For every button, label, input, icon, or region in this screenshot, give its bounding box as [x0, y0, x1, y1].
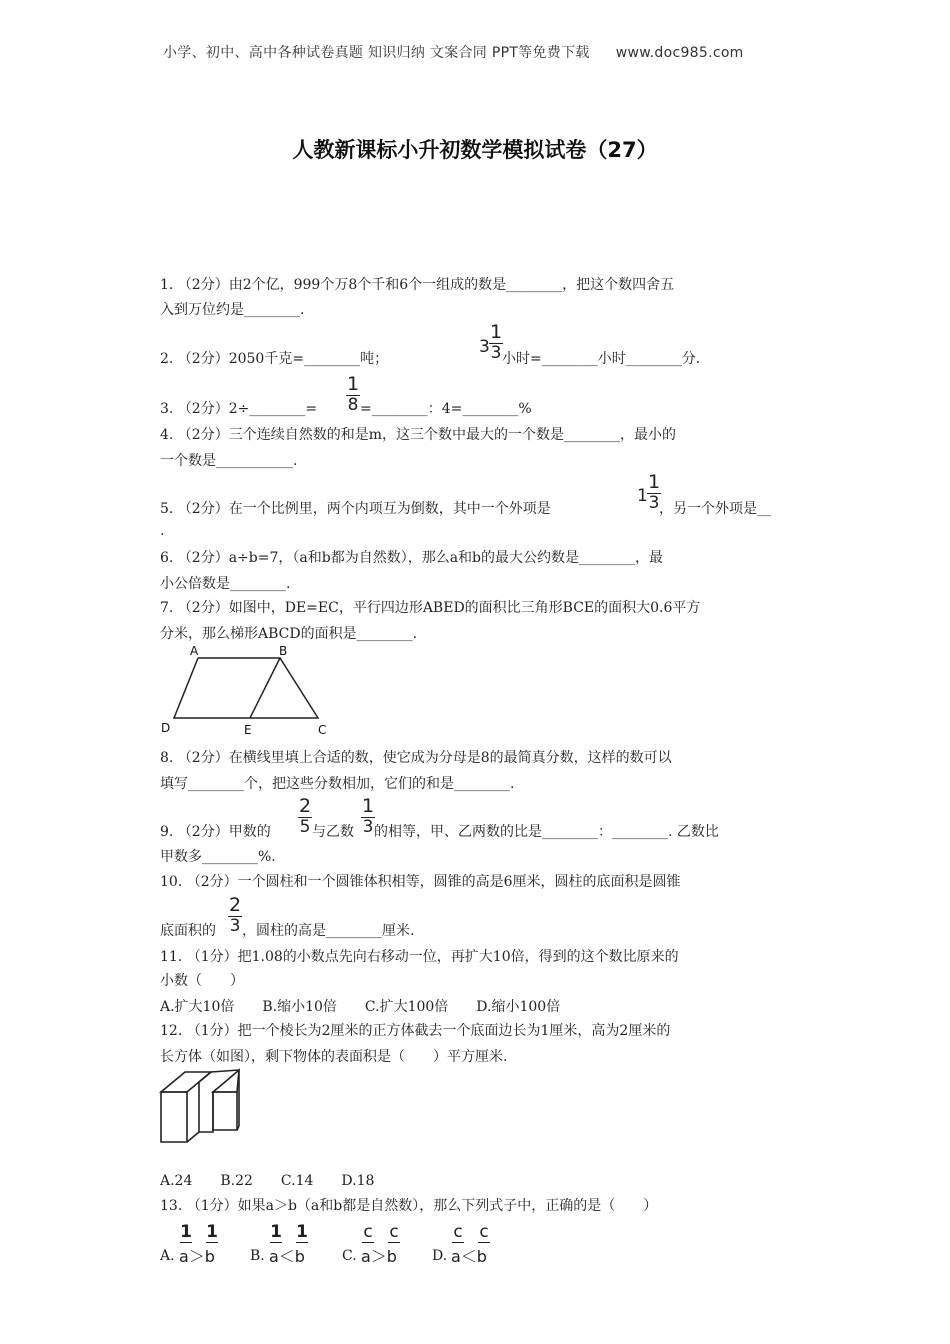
q9-fraction-2: [361, 797, 375, 836]
q10-part-a: 底面积的: [160, 923, 216, 939]
label-c: C: [318, 723, 327, 737]
header-text: 小学、初中、高中各种试卷真题 知识归纳 文案合同 PPT等免费下载: [163, 45, 590, 61]
q10-fraction: [228, 896, 242, 935]
q12-cube-figure: [158, 1066, 244, 1146]
q10-num: 2: [229, 894, 242, 916]
cube-top-back-edge: [211, 1070, 239, 1072]
q13-b-expr: a＜b: [269, 1247, 305, 1266]
q3-part-b: =________：4=________%: [360, 401, 532, 417]
q7-line2: 分米，那么梯形ABCD的面积是________.: [160, 626, 418, 642]
q10-den: 3: [229, 916, 241, 936]
q5-den: 3: [648, 493, 660, 513]
q3-den: 8: [347, 395, 359, 415]
q9-part-b: 与乙数: [312, 824, 354, 840]
q9-f1-num: 2: [299, 795, 312, 817]
cube-cut-inner-edge: [199, 1072, 211, 1132]
q12-options: A.24 B.22 C.14 D.18: [160, 1173, 375, 1189]
q9-part-c: 的相等，甲、乙两数的比是________：________. 乙数比: [374, 824, 719, 840]
q6-line2: 小公倍数是________.: [160, 576, 291, 592]
cube-left-front-face: [161, 1092, 187, 1142]
q10-line1: 10. （2分）一个圆柱和一个圆锥体积相等，圆锥的高是6厘米，圆柱的底面积是圆锥: [160, 874, 681, 890]
label-d: D: [161, 721, 171, 735]
q13-c-num2: c: [389, 1222, 399, 1242]
q12-line2: 长方体（如图），剩下物体的表面积是（ ）平方厘米.: [160, 1049, 508, 1065]
q13-d-num1: c: [453, 1222, 463, 1242]
label-b: B: [279, 644, 288, 658]
q7-trapezoid-figure: [158, 642, 338, 738]
segment-be: [250, 658, 280, 718]
q13-options: [160, 1218, 680, 1268]
q11-options: A.扩大10倍 B.缩小10倍 C.扩大100倍 D.缩小100倍: [160, 999, 561, 1015]
q5-num: 1: [648, 471, 661, 493]
cube-right-top-face: [213, 1070, 239, 1092]
q13-line: 13. （1分）如果a＞b（a和b都是自然数），那么下列式子中，正确的是（ ）: [160, 1198, 658, 1214]
q2-num: 1: [490, 321, 503, 343]
q13-option-c[interactable]: [342, 1218, 422, 1268]
page-title: 人教新课标小升初数学模拟试卷（27）: [292, 138, 658, 162]
q2-den: 3: [490, 343, 502, 363]
q2-line: 2. （2分）2050千克=________吨；: [160, 351, 389, 367]
q13-a-expr: a＞b: [179, 1247, 215, 1266]
q3-fraction: [346, 375, 360, 414]
q13-b-letter: B.: [250, 1248, 265, 1264]
q13-a-letter: A.: [160, 1248, 175, 1264]
q5-part-b: ，另一个外项是__: [659, 501, 771, 517]
q13-option-a[interactable]: [160, 1218, 240, 1268]
cube-left-bottom-edge: [187, 1132, 199, 1142]
q13-option-d[interactable]: [432, 1218, 512, 1268]
q1-line2: 入到万位约是________.: [160, 302, 305, 318]
label-e: E: [244, 723, 252, 737]
q1-line1: 1. （2分）由2个亿，999个万8个千和6个一组成的数是________，把这个数四舍五: [160, 277, 675, 293]
q13-b-num2: 1: [296, 1222, 308, 1242]
q4-line1: 4. （2分）三个连续自然数的和是m，这三个数中最大的一个数是________，最小的: [160, 427, 676, 443]
q7-line1: 7. （2分）如图中，DE=EC，平行四边形ABED的面积比三角形BCE的面积大0.6平方: [160, 600, 701, 616]
q9-f1-den: 5: [299, 817, 311, 837]
q8-line1: 8. （2分）在横线里填上合适的数，使它成为分母是8的最简真分数，这样的数可以: [160, 750, 672, 766]
cube-notch-floor: [199, 1092, 213, 1132]
q13-a-num1: 1: [180, 1222, 192, 1242]
q8-line2: 填写________个，把这些分数相加，它们的和是________.: [160, 776, 515, 792]
q13-d-expr: a＜b: [451, 1247, 487, 1266]
q13-d-letter: D.: [432, 1248, 448, 1264]
q13-b-num1: 1: [270, 1222, 282, 1242]
q13-c-expr: a＞b: [361, 1247, 397, 1266]
q3-num: 1: [347, 373, 360, 395]
q2-whole: 3: [479, 337, 490, 357]
q13-c-num1: c: [363, 1222, 373, 1242]
q2-fraction: [489, 323, 503, 362]
q6-line1: 6. （2分）a÷b=7，（a和b都为自然数），那么a和b的最大公约数是________，最: [160, 550, 664, 566]
q13-d-num2: c: [479, 1222, 489, 1242]
page-header: [163, 42, 744, 62]
q9-fraction-1: [298, 797, 312, 836]
q4-line2: 一个数是___________.: [160, 453, 298, 469]
trapezoid-outline: [174, 658, 318, 718]
q10-part-b: ，圆柱的高是________厘米.: [242, 923, 415, 939]
q11-line1: 11. （1分）把1.08的小数点先向右移动一位，再扩大10倍，得到的这个数比原来的: [160, 949, 679, 965]
q9-part-a: 9. （2分）甲数的: [160, 824, 271, 840]
q9-f2-den: 3: [362, 817, 374, 837]
q5-part-a: 5. （2分）在一个比例里，两个内项互为倒数，其中一个外项是: [160, 501, 551, 517]
q9-f2-num: 1: [362, 795, 375, 817]
header-url[interactable]: www.doc985.com: [615, 45, 744, 61]
q3-part-a: 3. （2分）2÷________=: [160, 401, 318, 417]
q12-line1: 12. （1分）把一个棱长为2厘米的正方体截去一个底面边长为1厘米，高为2厘米的: [160, 1023, 671, 1039]
cube-right-front-face: [213, 1092, 237, 1130]
label-a: A: [190, 644, 199, 658]
q2-rest: 小时=________小时________分.: [502, 351, 701, 367]
q5-whole: 1: [637, 486, 648, 506]
q13-a-num2: 1: [206, 1222, 218, 1242]
q13-option-b[interactable]: [250, 1218, 330, 1268]
q9-line2: 甲数多________%.: [160, 849, 276, 865]
q11-line2: 小数（ ）: [160, 973, 244, 989]
q13-c-letter: C.: [342, 1248, 357, 1264]
q5-line2: .: [160, 523, 165, 539]
cube-left-top-face: [161, 1072, 211, 1092]
